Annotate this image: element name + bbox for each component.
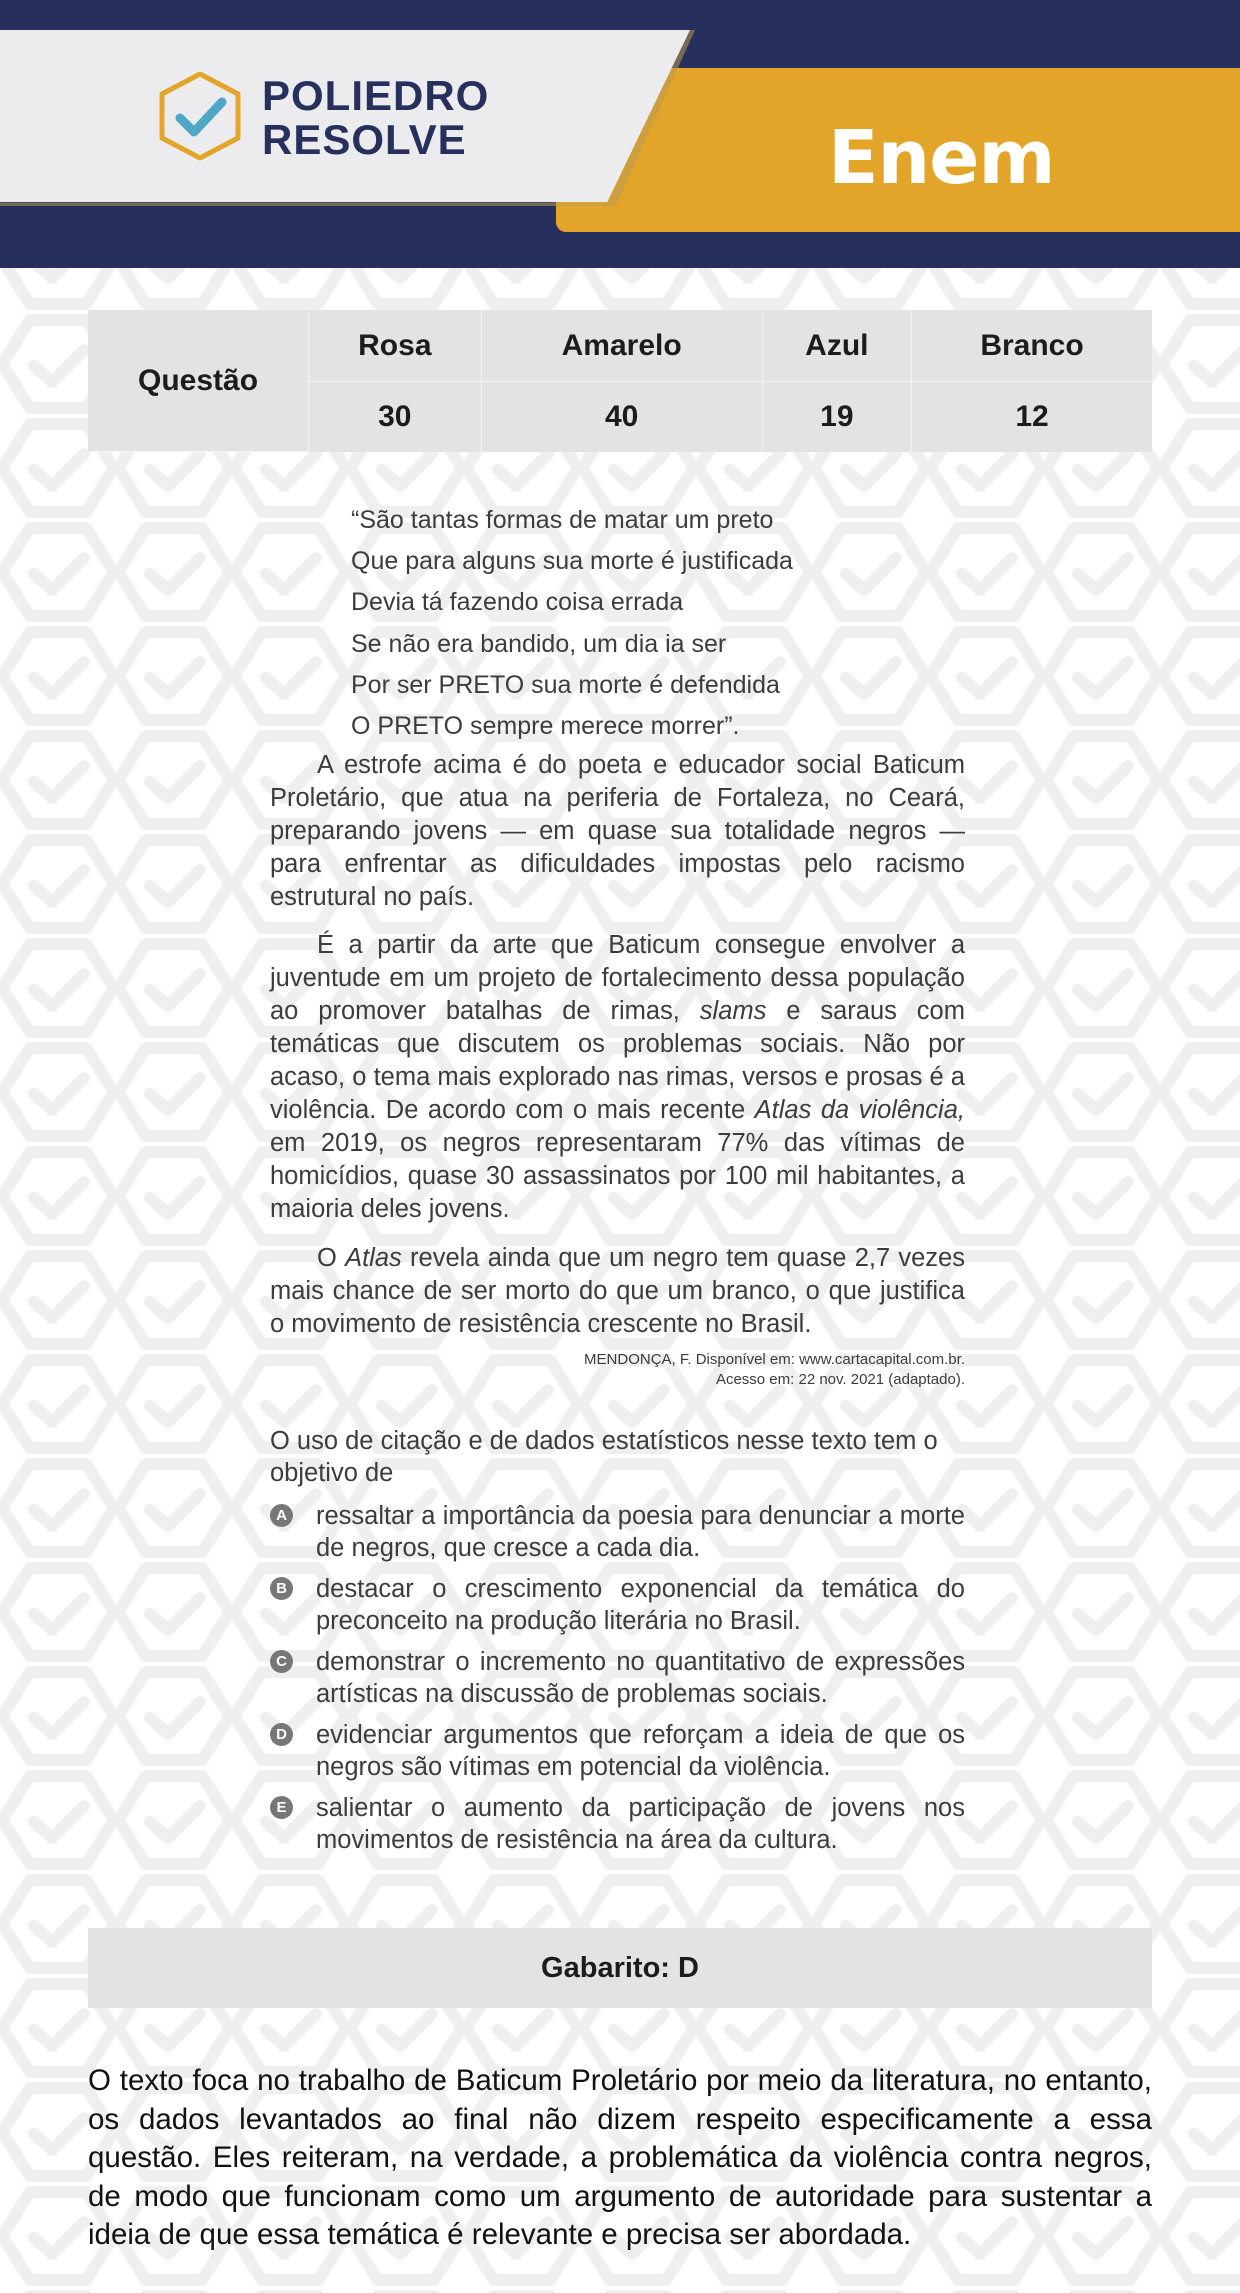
version-rosa: Rosa [309,310,482,382]
question-number-table [88,310,1152,452]
paragraph-2: É a partir da arte que Baticum consegue envolver a juventude em um projeto de fortalecimento dessa população ao promover batalhas de rimas, slams e saraus com temáticas que discutem os problemas sociais. Não por acaso, o tema mais explorado nas rimas, versos e prosas é a violência. De acordo com o mais recente Atlas da violência, em 2019, os negros representaram 77% das vítimas de homicídios, quase 30 assassinatos por 100 mil habitantes, a maioria deles jovens. [270,931,965,1223]
term-atlas: Atlas [345,1244,402,1272]
poem-line: Que para alguns sua morte é justificada [351,547,793,576]
poem-line: O PRETO sempre merece morrer”. [351,712,740,741]
number-branco: 12 [1015,400,1049,433]
term-slams: slams [699,997,767,1025]
version-azul: Azul [763,310,912,382]
poem [351,500,793,747]
option-text: demonstrar o incremento no quantitativo de expressões artísticas na discussão de problemas sociais. [316,1648,965,1708]
answer-key: Gabarito: D [88,1928,1152,2008]
option-text: salientar o aumento da participação de jovens nos movimentos de resistência na área da cultura. [316,1794,965,1854]
brand-logo [262,74,489,162]
checkmark-hexagon-icon [156,70,244,162]
question-stem: O uso de citação e de dados estatísticos nesse texto tem o objetivo de [270,1427,938,1487]
poem-line: Por ser PRETO sua morte é defendida [351,670,780,699]
brand-line1: POLIEDRO [262,72,490,119]
version-amarelo: Amarelo [482,310,763,382]
option-text: evidenciar argumentos que reforçam a ideia de que os negros são vítimas em potencial da violência. [316,1721,965,1781]
number-rosa: 30 [309,382,482,452]
option-text: destacar o crescimento exponencial da temática do preconceito na produção literária no Brasil. [316,1575,965,1635]
source-citation: MENDONÇA, F. Disponível em: www.cartacapital.com.br. Acesso em: 22 nov. 2021 (adaptado). [584,1351,965,1388]
option-text: ressaltar a importância da poesia para denunciar a morte de negros, que cresce a cada dia. [316,1502,965,1562]
option-letter-c: C [270,1650,293,1673]
number-azul: 19 [763,382,912,452]
brand-line2: RESOLVE [262,116,467,163]
number-amarelo: 40 [482,382,763,452]
term-atlas-violencia: Atlas da violência, [754,1096,965,1124]
header-banner [0,0,1240,268]
option-letter-a: A [270,1504,293,1527]
option-letter-b: B [270,1577,293,1600]
poem-line: Devia tá fazendo coisa errada [351,588,684,617]
paragraph-1: A estrofe acima é do poeta e educador social Baticum Proletário, que atua na periferia de Fortaleza, no Ceará, preparando jovens — em quase sua totalidade negros — para enfrentar as dificuldades impostas pelo racismo estrutural no país. [270,751,965,911]
exam-title: Enem [828,115,1055,201]
paragraph-3: O Atlas revela ainda que um negro tem quase 2,7 vezes mais chance de ser morto do que um branco, o que justifica o movimento de resistência crescente no Brasil. [270,1244,965,1338]
poem-line: “São tantas formas de matar um preto [351,506,774,534]
option-letter-d: D [270,1723,293,1746]
poem-line: Se não era bandido, um dia ia ser [351,629,727,658]
answer-explanation: O texto foca no trabalho de Baticum Proletário por meio da literatura, no entanto, os dados levantados ao final não dizem respeito especificamente a essa questão. Eles reiteram, na verdade, a problemática da violência contra negros, de modo que funcionam como um argumento de autoridade para sustentar a ideia de que essa temática é relevante e precisa ser abordada. [88,2064,1152,2251]
option-letter-e: E [270,1796,293,1819]
version-branco: Branco [912,310,1152,382]
question-label: Questão [88,310,309,452]
